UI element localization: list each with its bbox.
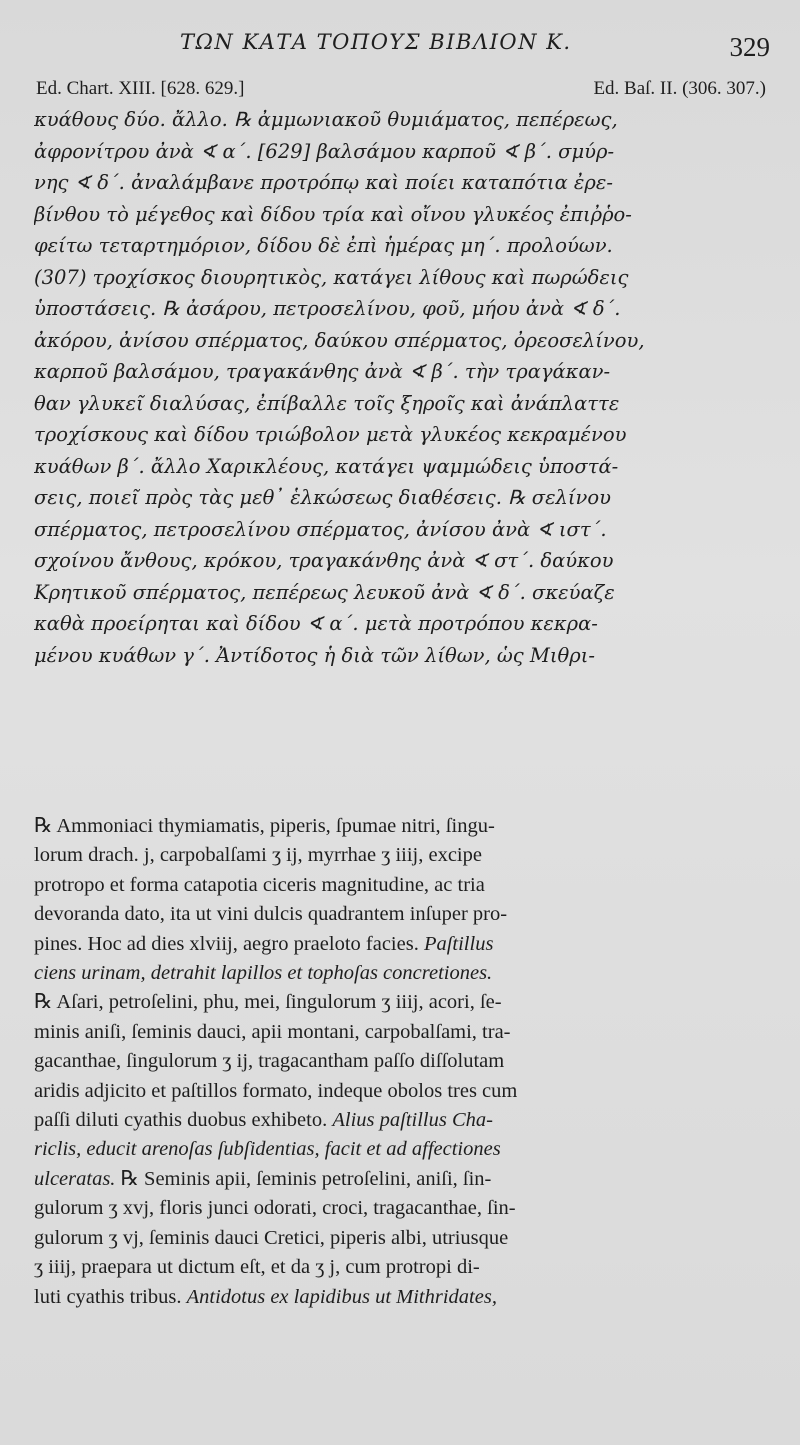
greek-text-line: ἀφρονίτρου ἀνὰ ∢ α΄. [629] βαλσάμου καρποῦ ∢ β΄. σμύρ-	[34, 139, 615, 163]
roman-text: ℞ Aſari, petroſelini, phu, mei, ſingulorum ʒ iiij, acori, ſe-	[34, 991, 502, 1014]
roman-text: devoranda dato, ita ut vini dulcis quadrantem inſuper pro-	[34, 903, 508, 926]
edition-reference-line	[36, 78, 766, 104]
latin-text-line	[34, 959, 766, 988]
greek-text-line: βίνθου τὸ μέγεθος καὶ δίδου τρία καὶ οἴνου γλυκέος ἐπιῤῥο-	[34, 202, 632, 226]
italic-rubric-text: Paſtillus	[423, 932, 494, 955]
latin-text-line	[34, 1253, 766, 1282]
roman-text: ℞ Ammoniaci thymiamatis, piperis, ſpumae nitri, ſingu-	[34, 815, 495, 837]
latin-text-line	[34, 1135, 766, 1164]
latin-text-line	[34, 930, 766, 959]
roman-text: aridis adjicito et paſtillos formato, indeque obolos tres cum	[34, 1079, 518, 1102]
greek-text-line: (307) τροχίσκος διουρητικὸς, κατάγει λίθους καὶ πωρώδεις	[34, 265, 629, 289]
latin-text-line	[34, 841, 766, 870]
greek-text-line: τροχίσκους καὶ δίδου τριώβολον μετὰ γλυκέος κεκραμένου	[34, 423, 627, 446]
roman-text: gulorum ʒ xvj, floris junci odorati, croci, tragacanthae, ſin-	[34, 1197, 516, 1220]
greek-text-line: καρποῦ βαλσάμου, τραγακάνθης ἀνὰ ∢ β΄. τὴν τραγάκαν-	[34, 360, 611, 383]
greek-text-line: ὑποστάσεις. ℞ ἀσάρου, πετροσελίνου, φοῦ, μήου ἀνὰ ∢ δ΄.	[34, 297, 621, 320]
greek-text-line: νης ∢ δ΄. ἀναλάμβανε προτρόπῳ καὶ ποίει καταπότια ἐρε-	[34, 171, 613, 194]
italic-rubric-text: ulceratas.	[34, 1167, 121, 1190]
latin-text-line	[34, 871, 766, 900]
roman-text: paſſi diluti cyathis duobus exhibeto.	[34, 1109, 333, 1132]
greek-text-line: ἀκόρου, ἀνίσου σπέρματος, δαύκου σπέρματος, ὀρεοσελίνου,	[34, 328, 645, 352]
greek-text-block	[34, 104, 768, 671]
latin-text-line	[34, 1283, 766, 1312]
latin-text-line	[34, 1165, 766, 1194]
italic-rubric-text: riclis, educit arenoſas ſubſidentias, facit et ad affectiones	[34, 1138, 501, 1161]
latin-translation-block	[34, 812, 766, 1312]
edition-basel-reference: Ed. Baſ. II. (306. 307.)	[593, 78, 766, 99]
page-number: 329	[729, 32, 770, 62]
edition-chart-reference: Ed. Chart. XIII. [628. 629.]	[36, 78, 245, 99]
latin-text-line	[34, 1194, 766, 1223]
latin-text-line	[34, 812, 766, 841]
greek-text-line: κυάθων β΄. ἄλλο Χαρικλέους, κατάγει ψαμμώδεις ὑποστά-	[34, 454, 619, 478]
roman-text: protropo et forma catapotia ciceris magnitudine, ac tria	[34, 873, 485, 896]
greek-text-line: σπέρματος, πετροσελίνου σπέρματος, ἀνίσου ἀνὰ ∢ ιστ΄.	[34, 517, 607, 541]
latin-text-line	[34, 988, 766, 1017]
greek-text-line: Κρητικοῦ σπέρματος, πεπέρεως λευκοῦ ἀνὰ ∢ δ΄. σκεύαζε	[34, 580, 615, 604]
roman-text: gulorum ʒ vj, ſeminis dauci Cretici, piperis albi, utriusque	[34, 1226, 509, 1249]
greek-text-line: κυάθους δύο. ἄλλο. ℞ ἀμμωνιακοῦ θυμιάματος, πεπέρεως,	[34, 108, 618, 131]
greek-text-line: θαν γλυκεῖ διαλύσας, ἐπίβαλλε τοῖς ξηροῖς καὶ ἀνάπλαττε	[34, 391, 620, 415]
latin-text-line	[34, 1018, 766, 1047]
greek-text-line: καθὰ προείρηται καὶ δίδου ∢ α΄. μετὰ προτρόπου κεκρα-	[34, 612, 598, 635]
roman-text: ʒ iiij, praepara ut dictum eſt, et da ʒ j, cum protropi di-	[34, 1256, 480, 1279]
latin-text-line	[34, 1077, 766, 1106]
running-title: ΤΩΝ ΚΑΤΑ ΤΟΠΟΥΣ ΒΙΒΛΙΟΝ Κ.	[180, 30, 572, 54]
latin-text-line	[34, 1224, 766, 1253]
roman-text: lorum drach. j, carpobalſami ʒ ij, myrrhae ʒ iiij, excipe	[34, 844, 482, 867]
italic-rubric-text: Antidotus ex lapidibus ut Mithridates,	[186, 1285, 497, 1308]
italic-rubric-text: ciens urinam, detrahit lapillos et tophoſas concretiones.	[34, 962, 493, 985]
latin-text-line	[34, 900, 766, 929]
roman-text: minis aniſi, ſeminis dauci, apii montani, carpobalſami, tra-	[34, 1020, 511, 1043]
latin-text-line	[34, 1047, 766, 1076]
greek-text-line: φείτω τεταρτημόριον, δίδου δὲ ἐπὶ ἡμέρας μη΄. προλούων.	[34, 234, 613, 257]
greek-text-line: μένου κυάθων γ΄. Ἀντίδοτος ἡ διὰ τῶν λίθων, ὡς Μιθρι-	[34, 643, 595, 667]
roman-text: gacanthae, ſingulorum ʒ ij, tragacantham paſſo diſſolutam	[34, 1050, 505, 1073]
italic-rubric-text: Alius paſtillus Cha-	[332, 1109, 493, 1132]
roman-text: pines. Hoc ad dies xlviij, aegro praeloto facies.	[34, 932, 424, 955]
greek-text-line: σεις, ποιεῖ πρὸς τὰς μεθ᾽ ἑλκώσεως διαθέσεις. ℞ σελίνου	[34, 486, 612, 509]
roman-text: luti cyathis tribus.	[34, 1285, 187, 1308]
running-head	[0, 30, 800, 66]
roman-text: ℞ Seminis apii, ſeminis petroſelini, aniſi, ſin-	[120, 1167, 492, 1190]
greek-text-line: σχοίνου ἄνθους, κρόκου, τραγακάνθης ἀνὰ ∢ στ΄. δαύκου	[34, 549, 614, 572]
latin-text-line	[34, 1106, 766, 1135]
